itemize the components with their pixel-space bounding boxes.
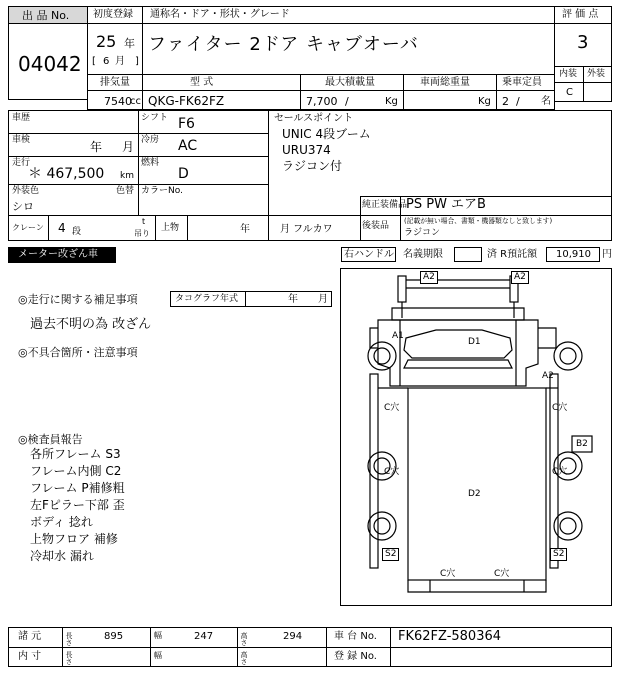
lot-no-label: 出 品 No. — [22, 9, 70, 22]
name-change-box — [454, 247, 482, 262]
inner-width-label: 幅 — [154, 651, 162, 660]
color-code-label: カラーNo. — [141, 186, 183, 196]
inspector-item: 左Fピラー下部 歪 — [30, 498, 125, 512]
mark-a2-top-right: A2 — [511, 271, 529, 284]
mileage-label: 走行 — [12, 158, 31, 168]
defects-label: ◎不具合箇所・注意事項 — [18, 346, 138, 359]
sales-label: セールスポイント — [274, 113, 354, 124]
width: 247 — [194, 631, 214, 642]
vehicle-name: ファイター 2ドア キャブオーバ — [148, 34, 419, 55]
inner-height-label: 高さ — [240, 651, 248, 665]
crane-hoist: 吊り — [134, 229, 150, 238]
body-month-unit: 月 — [280, 224, 290, 235]
color-no-label: 色替 — [116, 186, 135, 196]
mileage-unit: km — [120, 171, 134, 181]
max-load-unit: Kg — [385, 96, 398, 107]
aftermarket: ラジコン — [404, 228, 441, 238]
mark-c-bottom-1: C穴 — [440, 569, 456, 579]
gross-weight-label: 車両総重量 — [420, 77, 470, 88]
body-label: 上物 — [161, 223, 180, 233]
mark-c-left-1: C穴 — [384, 403, 400, 413]
inspector-item: フレーム内側 C2 — [30, 464, 122, 478]
inspector-item: 上物フロア 補修 — [30, 532, 118, 546]
length: 895 — [104, 631, 124, 642]
recycle-amount: 10,910 — [556, 249, 591, 260]
crane-stage-unit: 段 — [72, 227, 82, 237]
history-label: 車歴 — [12, 113, 31, 123]
inspector-list — [30, 448, 125, 567]
displacement-label: 排気量 — [100, 77, 130, 88]
ext-color: シロ — [12, 200, 34, 213]
capacity-unit: 名 — [541, 96, 551, 107]
inspector-item: 各所フレーム S3 — [30, 447, 121, 461]
inspector-item: フレーム P補修粗 — [30, 481, 125, 495]
inspection-label: 車検 — [12, 135, 31, 145]
gross-weight-unit: Kg — [478, 96, 491, 107]
body-maker: フルカワ — [293, 224, 333, 235]
body-year-unit: 年 — [240, 224, 250, 235]
chassis-no: FK62FZ-580364 — [398, 629, 502, 644]
recycle-unit: 円 — [602, 249, 612, 260]
mark-c-right-2: C穴 — [552, 467, 568, 477]
length-label: 長さ — [65, 632, 73, 646]
exterior-label: 外装 — [587, 69, 606, 79]
height: 294 — [283, 631, 303, 642]
mileage: ＊ 467,500 — [28, 166, 105, 182]
crane-t-unit: t — [142, 217, 146, 226]
mark-b2: B2 — [576, 439, 588, 449]
dims-label: 諸 元 — [18, 631, 42, 642]
lot-no: 04042 — [18, 52, 82, 76]
standard-equipment: PS PW エアB — [406, 197, 486, 212]
mark-a2-right: A2 — [542, 371, 554, 381]
mark-c-right-1: C穴 — [552, 403, 568, 413]
shift: F6 — [178, 116, 195, 132]
ext-color-label: 外装色 — [12, 186, 40, 196]
score: 3 — [577, 32, 589, 53]
inspector-label: ◎検査員報告 — [18, 433, 83, 446]
sales-point: ラジコン付 — [282, 159, 343, 173]
standard-equipment-label: 純正装備品 — [362, 200, 408, 210]
reg-year: 25 — [96, 32, 117, 51]
sales-point: UNIC 4段ブーム — [282, 127, 371, 141]
tachograph-label: タコグラフ年式 — [175, 294, 239, 304]
rhd: 右ハンドル — [344, 249, 394, 260]
reg-month-unit: 月 — [115, 56, 125, 67]
inner-length-label: 長さ — [65, 651, 73, 665]
crane-label: クレーン — [12, 223, 44, 232]
displacement-unit: cc — [130, 96, 141, 107]
max-load-label: 最大積載量 — [325, 77, 375, 88]
inspection-year-unit: 年 — [90, 140, 103, 154]
max-load: 7,700 — [306, 95, 338, 108]
mark-a2-top-left: A2 — [420, 271, 438, 284]
mark-d1: D1 — [468, 337, 481, 347]
inspector-item: 冷却水 漏れ — [30, 549, 94, 563]
inner-label: 内 寸 — [18, 651, 42, 662]
tacho-year-unit: 年 — [288, 294, 298, 305]
tacho-month-unit: 月 — [318, 294, 328, 305]
mark-d2: D2 — [468, 489, 481, 499]
reg-year-unit: 年 — [124, 37, 135, 50]
shift-label: シフト — [141, 113, 169, 123]
height-label: 高さ — [240, 632, 248, 646]
driving-text: 過去不明の為 改ざん — [30, 317, 152, 332]
aftermarket-note: (記載が無い場合、書類・機器類なしと致します) — [404, 217, 553, 225]
name-label: 通称名・ドア・形状・グレード — [150, 9, 290, 20]
driving-label: ◎走行に関する補足事項 — [18, 293, 138, 306]
ac: AC — [178, 138, 198, 154]
inspection-month-unit: 月 — [122, 140, 135, 154]
fuel: D — [178, 166, 189, 182]
displacement: 7540 — [104, 95, 132, 108]
mark-s2-right: S2 — [550, 548, 567, 561]
model-label: 型 式 — [190, 77, 214, 88]
chassis-label: 車 台 No. — [334, 631, 377, 642]
crane-value: 4 — [58, 221, 66, 235]
mark-s2-left: S2 — [382, 548, 399, 561]
meter-tampered-text: メーター改ざん車 — [18, 249, 98, 260]
interior-label: 内装 — [559, 69, 578, 79]
ac-label: 冷房 — [141, 135, 160, 145]
width-label: 幅 — [154, 631, 162, 640]
reg-no-label: 登 録 No. — [334, 651, 377, 662]
mark-c-left-2: C穴 — [384, 467, 400, 477]
sales-points — [282, 128, 542, 176]
truck-diagram — [340, 268, 612, 606]
capacity-label: 乗車定員 — [502, 77, 542, 88]
recycle-label: 済 R預託額 — [487, 249, 538, 260]
aftermarket-label: 後装品 — [362, 221, 390, 231]
interior-score: C — [566, 87, 573, 98]
mark-c-bottom-2: C穴 — [494, 569, 510, 579]
model: QKG-FK62FZ — [148, 94, 225, 108]
score-label: 評 価 点 — [562, 9, 599, 20]
name-change: 名義期限 — [403, 249, 443, 260]
capacity: 2 — [502, 95, 509, 108]
sales-point: URU374 — [282, 143, 331, 157]
first-reg-label: 初度登録 — [93, 9, 133, 20]
fuel-label: 燃料 — [141, 158, 160, 168]
mark-a1: A1 — [392, 331, 404, 341]
inspector-item: ボディ 捻れ — [30, 515, 93, 529]
reg-month: 6 — [103, 56, 110, 67]
